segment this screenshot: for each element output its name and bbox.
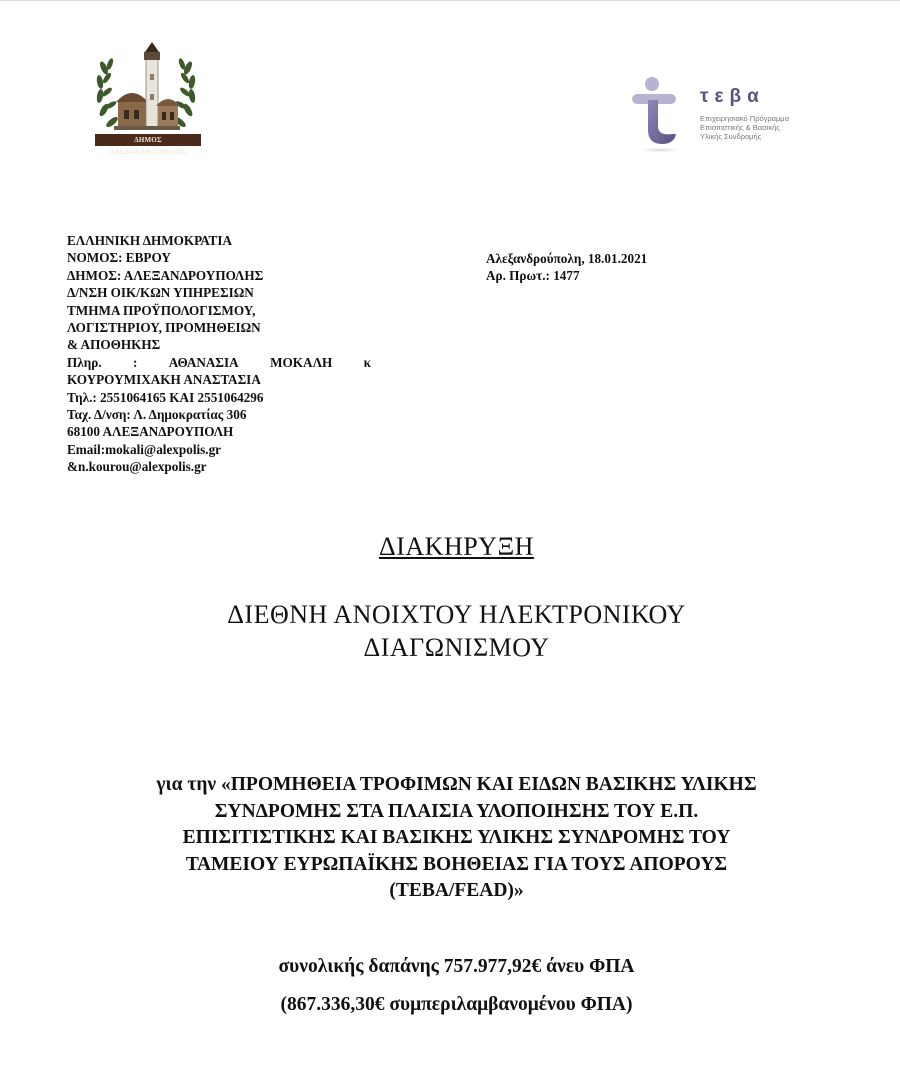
municipality-logo xyxy=(88,38,204,146)
description-line: για την «ΠΡΟΜΗΘΕΙΑ ΤΡΟΦΙΜΩΝ ΚΑΙ ΕΙΔΩΝ ΒΑΣΙΚΗΣ ΥΛΙΚΗΣ xyxy=(156,774,757,795)
date-line: Αλεξανδρούπολη, 18.01.2021 xyxy=(486,251,648,266)
teba-wordmark: τεβα xyxy=(700,86,765,107)
total-cost-net: συνολικής δαπάνης 757.977,92€ άνευ ΦΠΑ xyxy=(278,956,635,977)
teba-subtitle xyxy=(700,114,820,141)
postcode-line: 68100 ΑΛΕΞΑΝΔΡΟΥΠΟΛΗ xyxy=(67,424,234,440)
teba-subtitle-line: Επιχειρησιακό Πρόγραμμα xyxy=(700,114,789,123)
date-protocol-block xyxy=(486,250,647,285)
description-line: ΕΠΙΣΙΤΙΣΤΙΚΗΣ ΚΑΙ ΒΑΣΙΚΗΣ ΥΛΙΚΗΣ ΣΥΝΔΡΟΜΗΣ ΤΟΥ xyxy=(182,827,731,848)
contact-word: : xyxy=(132,354,138,370)
contact-word: κ xyxy=(363,354,371,370)
contact-word: Πληρ. xyxy=(67,354,102,370)
address-line: Ταχ. Δ/νση: Λ. Δημοκρατίας 306 xyxy=(67,407,247,423)
total-cost-gross: (867.336,30€ συμπεριλαμβανομένου ΦΠΑ) xyxy=(280,994,633,1015)
sender-line: ΕΛΛΗΝΙΚΗ ΔΗΜΟΚΡΑΤΙΑ xyxy=(67,233,232,248)
contact-word: ΜΟΚΑΛΗ xyxy=(270,354,333,370)
document-title: ΔΙΑΚΗΡΥΞΗ xyxy=(379,532,534,561)
email-line: Email:mokali@alexpolis.gr xyxy=(67,441,222,457)
document-subtitle xyxy=(0,598,900,664)
sender-info-block xyxy=(67,232,371,476)
lighthouse-laurel-icon xyxy=(88,38,204,146)
description-line: ΣΥΝΔΡΟΜΗΣ ΣΤΑ ΠΛΑΙΣΙΑ ΥΛΟΠΟΙΗΣΗΣ ΤΟΥ Ε.Π. xyxy=(214,800,699,822)
sender-line: ΛΟΓΙΣΤΗΡΙΟΥ, ΠΡΟΜΗΘΕΙΩΝ xyxy=(67,320,261,336)
sender-line: ΔΗΜΟΣ: ΑΛΕΞΑΝΔΡΟΥΠΟΛΗΣ xyxy=(67,267,264,283)
contact-person-line xyxy=(67,354,371,371)
contact-word: ΑΘΑΝΑΣΙΑ xyxy=(168,354,239,370)
subtitle-line: ΔΙΑΓΩΝΙΣΜΟΥ xyxy=(363,633,550,662)
protocol-line: Αρ. Πρωτ.: 1477 xyxy=(486,268,580,284)
teba-subtitle-line: Υλικής Συνδρομής xyxy=(700,132,762,141)
tender-description xyxy=(0,772,900,905)
phone-line: Τηλ.: 2551064165 ΚΑΙ 2551064296 xyxy=(67,389,264,405)
municipality-caption: ΔΗΜΟΣ ΑΛΕΞΑΝΔΡΟΥΠΟΛΗΣ xyxy=(95,134,201,146)
description-line: (ΤΕΒΑ/FEAD)» xyxy=(389,880,524,901)
email-line: &n.kourou@alexpolis.gr xyxy=(67,459,207,475)
sender-line: & ΑΠΟΘΗΚΗΣ xyxy=(67,337,161,353)
sender-line: ΚΟΥΡΟΥΜΙΧΑΚΗ ΑΝΑΣΤΑΣΙΑ xyxy=(67,372,261,388)
teba-subtitle-line: Επισιτιστικής & Βασικής xyxy=(700,123,780,132)
subtitle-line: ΔΙΕΘΝΗ ΑΝΟΙΧΤΟΥ ΗΛΕΚΤΡΟΝΙΚΟΥ xyxy=(227,600,686,629)
sender-line: Δ/ΝΣΗ ΟΙΚ/ΚΩΝ ΥΠΗΡΕΣΙΩΝ xyxy=(67,285,254,301)
sender-line: ΝΟΜΟΣ: ΕΒΡΟΥ xyxy=(67,250,171,266)
sender-line: ΤΜΗΜΑ ΠΡΟΫΠΟΛΟΓΙΣΜΟΥ, xyxy=(67,302,256,318)
top-border xyxy=(0,0,900,1)
teba-tau-icon xyxy=(630,74,700,154)
description-line: ΤΑΜΕΙΟΥ ΕΥΡΩΠΑΪΚΗΣ ΒΟΗΘΕΙΑΣ ΓΙΑ ΤΟΥΣ ΑΠΟΡΟΥΣ xyxy=(185,853,728,875)
